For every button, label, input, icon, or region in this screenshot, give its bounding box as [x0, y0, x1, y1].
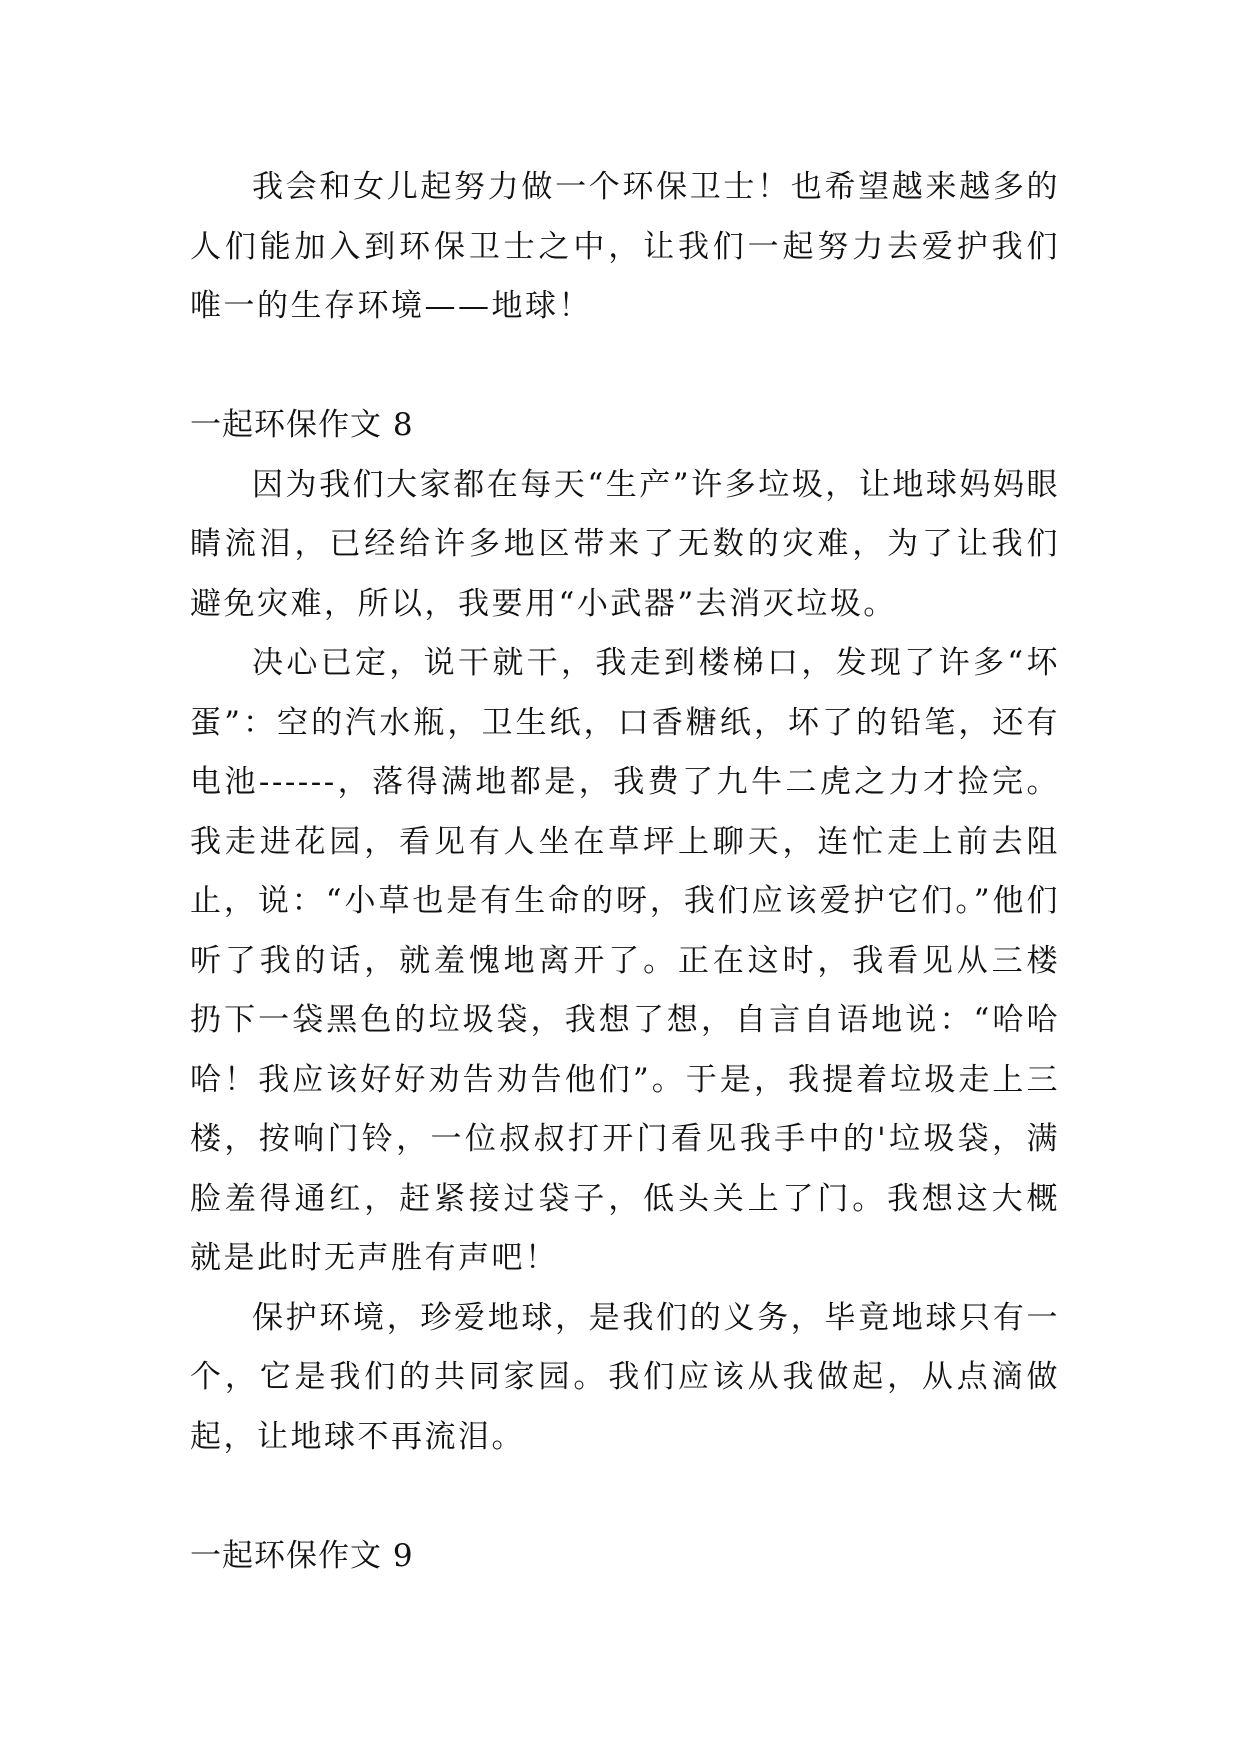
document-body — [190, 158, 1060, 1586]
section-gap — [190, 1467, 1060, 1527]
section-8-paragraph-3: 保护环境，珍爱地球，是我们的义务，毕竟地球只有一个，它是我们的共同家园。我们应该从我做起，从点滴做起，让地球不再流泪。 — [190, 1299, 1060, 1455]
section-8-paragraph-1: 因为我们大家都在每天“生产”许多垃圾，让地球妈妈眼睛流泪，已经给许多地区带来了无数的灾难，为了让我们避免灾难，所以，我要用“小武器”去消灭垃圾。 — [190, 466, 1060, 622]
intro-paragraph: 我会和女儿起努力做一个环保卫士！也希望越来越多的人们能加入到环保卫士之中，让我们一起努力去爱护我们唯一的生存环境——地球！ — [190, 169, 1060, 324]
section-9-title: 一起环保作文 9 — [190, 1537, 414, 1574]
section-gap — [190, 337, 1060, 397]
section-8-paragraph-2: 决心已定，说干就干，我走到楼梯口，发现了许多“坏蛋”：空的汽水瓶，卫生纸，口香糖纸，坏了的铅笔，还有电池------，落得满地都是，我费了九牛二虎之力才捡完。我走进花园，看见有人坐在草坪上聊天，连忙走上前去阻止，说：“小草也是有生命的呀，我们应该爱护它们。”他们听了我的话，就羞愧地离开了。正在这时，我看见从三楼扔下一袋黑色的垃圾袋，我想了想，自言自语地说：“哈哈哈！我应该好好劝告劝告他们”。于是，我提着垃圾走上三楼，按响门铃，一位叔叔打开门看见我手中的'垃圾袋，满脸羞得通红，赶紧接过袋子，低头关上了门。我想这大概就是此时无声胜有声吧！ — [190, 645, 1060, 1276]
section-8-title: 一起环保作文 8 — [190, 407, 414, 443]
